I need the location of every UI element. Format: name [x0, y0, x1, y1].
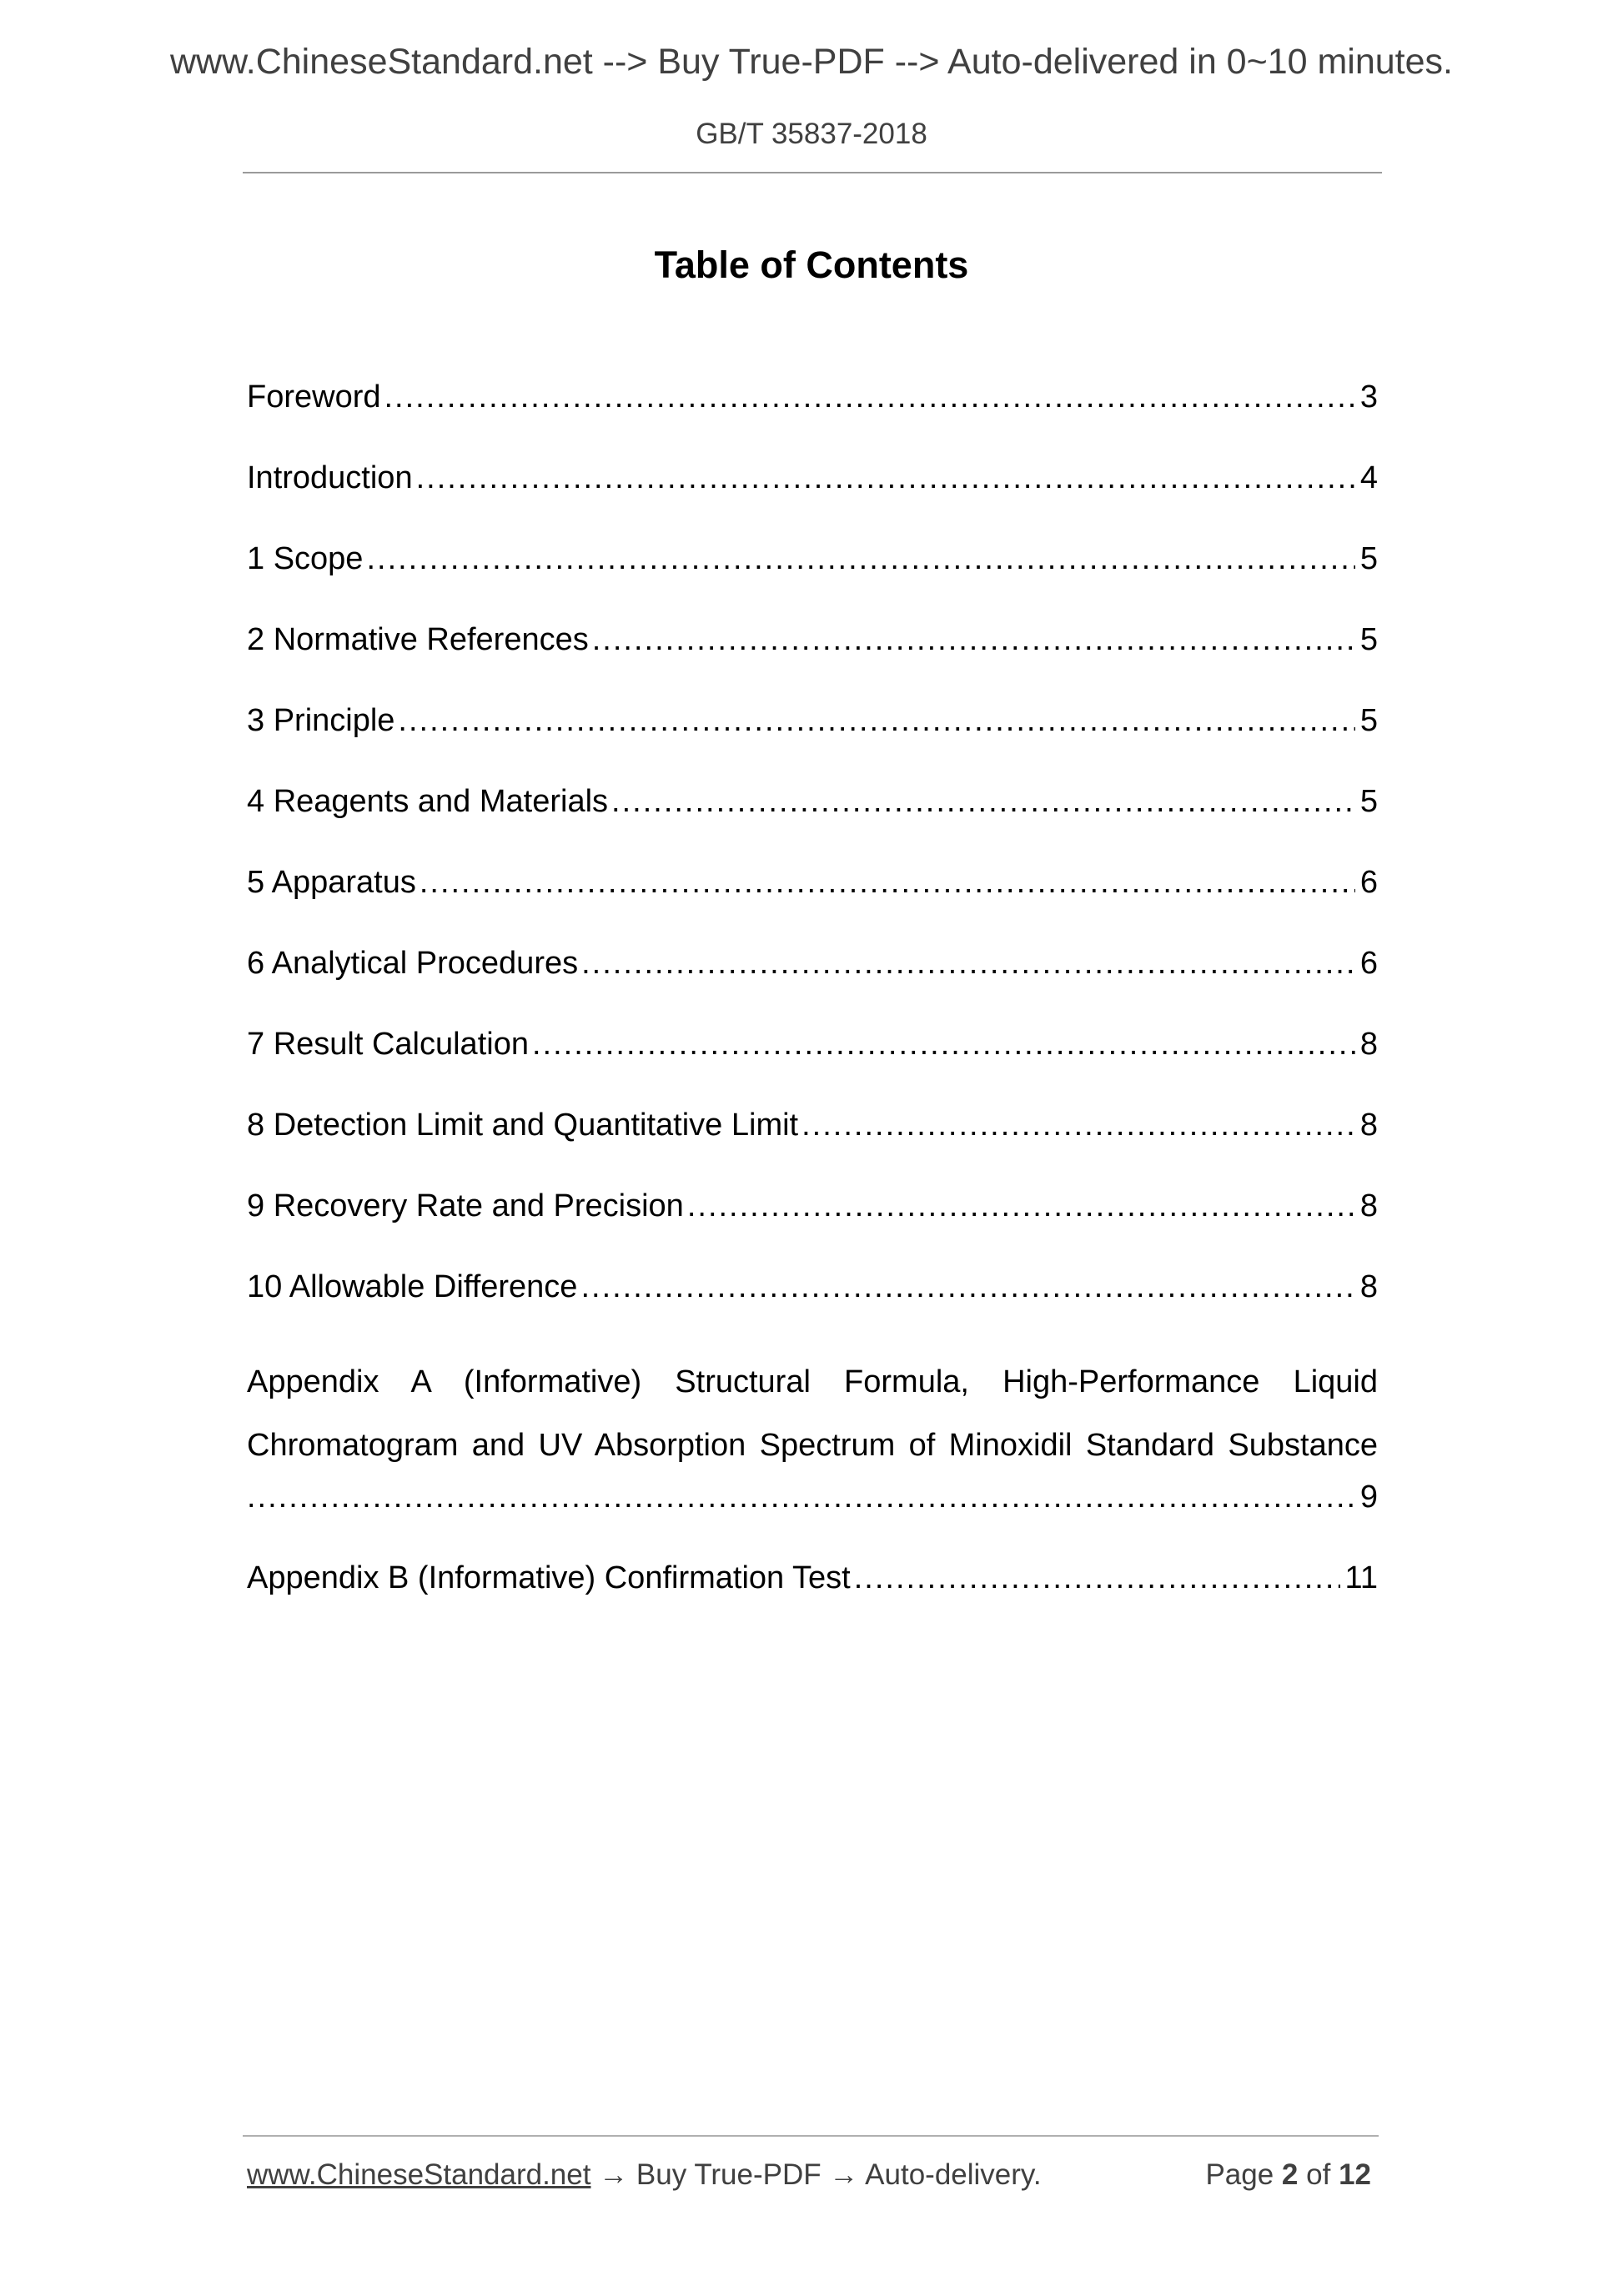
toc-entry-label: 2 Normative References — [247, 622, 589, 657]
toc-entry-label: 6 Analytical Procedures — [247, 946, 579, 981]
toc-entry-page: 4 — [1359, 460, 1378, 495]
toc-leader-dots — [854, 1560, 1340, 1596]
toc-entry-label-line2: Chromatogram and UV Absorption Spectrum of Minoxidil Standard Substance — [247, 1428, 1378, 1463]
toc-entry-page: 8 — [1359, 1108, 1378, 1143]
footer-left — [247, 2158, 1042, 2192]
toc-leader-dots — [801, 1108, 1355, 1143]
toc-entry-page: 5 — [1359, 703, 1378, 738]
toc-entry-label: 7 Result Calculation — [247, 1027, 529, 1062]
top-banner: www.ChineseStandard.net --> Buy True-PDF --> Auto-delivered in 0~10 minutes. — [169, 42, 1453, 82]
toc-leader-dots — [247, 1480, 1355, 1515]
toc-entry-appendix-a[interactable] — [247, 1350, 1378, 1560]
page-footer — [247, 2158, 1378, 2198]
toc-entry-normative-references[interactable] — [247, 622, 1378, 703]
toc-entry-label: 5 Apparatus — [247, 865, 416, 900]
toc-entry-page: 11 — [1344, 1560, 1378, 1595]
page-current: 2 — [1281, 2158, 1299, 2191]
toc-entry-introduction[interactable] — [247, 460, 1378, 541]
footer-tagline: → Buy True-PDF → Auto-delivery. — [590, 2158, 1042, 2191]
toc-entry-result-calculation[interactable] — [247, 1027, 1378, 1108]
toc-entry-label: 8 Detection Limit and Quantitative Limit — [247, 1108, 799, 1143]
toc-leader-dots — [384, 379, 1355, 415]
toc-entry-page: 6 — [1359, 946, 1378, 981]
toc-entry-page: 5 — [1359, 541, 1378, 576]
toc-entry-foreword[interactable] — [247, 379, 1378, 460]
page-number — [1205, 2158, 1371, 2192]
page-total: 12 — [1339, 2158, 1371, 2191]
toc-entry-apparatus[interactable] — [247, 865, 1378, 946]
toc-entry-label: Appendix B (Informative) Confirmation Test — [247, 1560, 851, 1595]
toc-leader-dots — [581, 946, 1355, 982]
toc-entry-label-line1: Appendix A (Informative) Structural Formula, High-Performance Liquid — [247, 1364, 1378, 1399]
standard-code: GB/T 35837-2018 — [696, 118, 927, 150]
toc-entry-label: 1 Scope — [247, 541, 364, 576]
toc-entry-page: 6 — [1359, 865, 1378, 900]
toc-entry-allowable-difference[interactable] — [247, 1269, 1378, 1350]
of-word: of — [1306, 2158, 1331, 2191]
toc-entry-page: 8 — [1359, 1188, 1378, 1223]
toc-entry-page: 3 — [1359, 379, 1378, 414]
toc-entry-detection-limit[interactable] — [247, 1108, 1378, 1188]
toc-entry-label: 4 Reagents and Materials — [247, 784, 609, 819]
toc-entry-page: 5 — [1359, 622, 1378, 657]
footer-site-link[interactable]: www.ChineseStandard.net — [247, 2158, 591, 2191]
toc-entry-page: 9 — [1359, 1480, 1378, 1515]
footer-divider — [243, 2135, 1379, 2137]
toc-entry-recovery-rate[interactable] — [247, 1188, 1378, 1269]
toc-entry-appendix-b[interactable] — [247, 1560, 1378, 1641]
toc-entry-analytical-procedures[interactable] — [247, 946, 1378, 1027]
toc-leader-dots — [398, 703, 1354, 739]
toc-entry-label: 10 Allowable Difference — [247, 1269, 578, 1304]
toc-leader-dots — [420, 865, 1355, 901]
toc-leader-dots — [366, 541, 1354, 577]
toc-leader-dots — [687, 1188, 1355, 1224]
header-divider — [243, 172, 1382, 173]
toc-title: Table of Contents — [654, 244, 969, 286]
toc-leader-dots — [611, 784, 1355, 820]
toc-entry-label: Introduction — [247, 460, 413, 495]
page-word: Page — [1205, 2158, 1274, 2191]
toc-entry-page: 8 — [1359, 1027, 1378, 1062]
toc-entry-label: 9 Recovery Rate and Precision — [247, 1188, 684, 1223]
toc-leader-dots — [592, 622, 1355, 658]
toc-entry-label: Foreword — [247, 379, 381, 414]
table-of-contents — [247, 379, 1378, 1641]
toc-leader-dots — [532, 1027, 1355, 1063]
toc-entry-reagents-materials[interactable] — [247, 784, 1378, 865]
toc-entry-principle[interactable] — [247, 703, 1378, 784]
toc-entry-label: 3 Principle — [247, 703, 395, 738]
toc-entry-page: 8 — [1359, 1269, 1378, 1304]
toc-entry-scope[interactable] — [247, 541, 1378, 622]
toc-leader-dots — [580, 1269, 1354, 1305]
toc-entry-page: 5 — [1359, 784, 1378, 819]
toc-leader-dots — [416, 460, 1355, 496]
